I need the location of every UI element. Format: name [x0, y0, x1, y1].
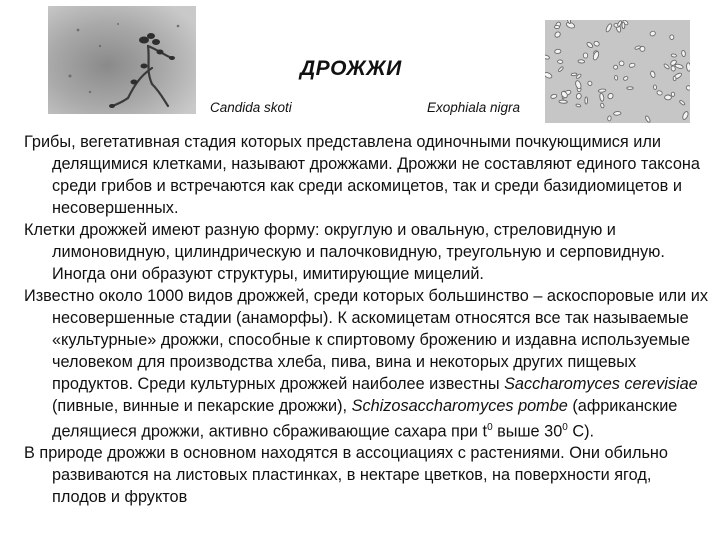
paragraph-2: [24, 219, 710, 285]
species-name: Saccharomyces cerevisiae: [504, 375, 698, 393]
text-segment: (африканские делящиеся дрожжи, активно сбраживающие сахара при t: [52, 397, 678, 441]
species-name: Schizosaccharomyces pombe: [351, 397, 568, 415]
caption-exophiala: Exophiala nigra: [427, 100, 521, 115]
body-text: [24, 131, 710, 508]
text-segment: (пивные, винные и пекарские дрожжи),: [52, 397, 352, 415]
micrograph-exophiala-image: [545, 20, 690, 123]
superscript: 0: [562, 422, 568, 433]
paragraph-1: [24, 131, 710, 219]
text-segment: выше 30: [492, 422, 563, 441]
paragraph-4: [24, 442, 710, 508]
text-segment: В природе дрожжи в основном находятся в ассоциациях с растениями. Они обильно развиваются на листовых пластинках, в нектаре цветков, на поверхности ягод, плодов и фруктов: [24, 444, 668, 507]
text-segment: Грибы, вегетативная стадия которых представлена одиночными почкующимися или делящимися клетками, называют дрожжами. Дрожжи не составляют единого таксона среди грибов и встречаются как среди аскомицетов, так и среди базидиомицетов и несовершенных.: [24, 133, 700, 217]
text-segment: Клетки дрожжей имеют разную форму: округлую и овальную, стреловидную и лимоновидную, цилиндрическую и палочковидную, треугольную и серповидную. Иногда они образуют структуры, имитирующие мицелий.: [24, 221, 665, 283]
text-segment: С).: [567, 422, 595, 441]
paragraph-3: [24, 285, 710, 442]
caption-candida: Candida skoti: [210, 100, 292, 115]
superscript: 0: [487, 422, 493, 433]
page-title: ДРОЖЖИ: [300, 57, 402, 80]
text-segment: Известно около 1000 видов дрожжей, среди которых большинство – аскоспоровые или их несовершенные стадии (анаморфы). К аскомицетам относятся все так называемые «культурные» дрожжи, способные к спиртовому брожению и издавна используемые человеком для производства хлеба, пива, вина и некоторых других пищевых продуктов. Среди культурных дрожжей наиболее известны: [24, 287, 708, 393]
micrograph-candida-image: [48, 6, 196, 114]
